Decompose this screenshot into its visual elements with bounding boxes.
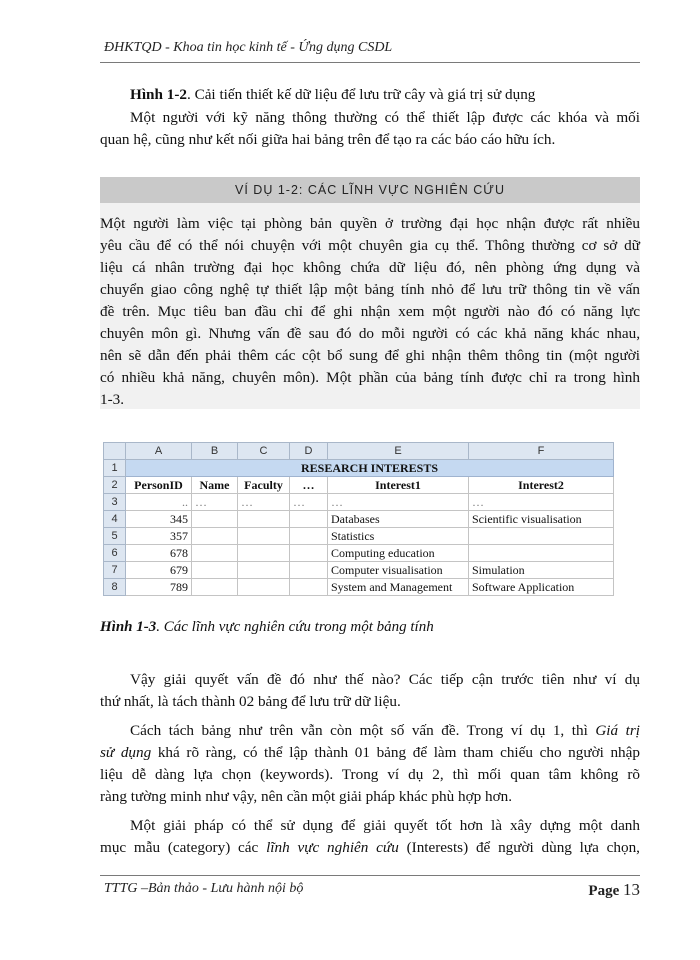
- page-label: Page: [588, 883, 620, 899]
- figure-1-3-label: Hình 1-3: [100, 619, 157, 635]
- table-cell[interactable]: [290, 511, 328, 528]
- table-cell[interactable]: …: [469, 494, 614, 511]
- table-cell[interactable]: [290, 545, 328, 562]
- column-header[interactable]: E: [328, 443, 469, 460]
- column-header-row: [104, 443, 614, 460]
- paragraph-2-line-1: Vậy giải quyết vấn đề đó như thế nào? Các tiếp cận trước tiên như ví dụ: [130, 671, 640, 688]
- research-interests-spreadsheet: [103, 442, 614, 596]
- paragraph-3-text: Cách tách bảng như trên vẫn còn một số vấn đề. Trong ví dụ 1, thì: [130, 722, 596, 739]
- page-number: [540, 880, 640, 900]
- table-header-cell[interactable]: Faculty: [238, 477, 290, 494]
- table-header-cell[interactable]: PersonID: [126, 477, 192, 494]
- table-row: [104, 460, 614, 477]
- example-line-3: liệu cá nhân trường đại học không chứa dữ liệu đó, nên phòng ứng dụng và: [100, 259, 640, 276]
- table-cell[interactable]: …: [238, 494, 290, 511]
- table-cell[interactable]: [192, 528, 238, 545]
- example-line-1: Một người làm việc tại phòng bản quyền ở trường đại học nhận được rất nhiều: [100, 215, 640, 232]
- column-header[interactable]: F: [469, 443, 614, 460]
- table-cell[interactable]: [192, 579, 238, 596]
- table-row: [104, 562, 614, 579]
- table-cell[interactable]: [290, 579, 328, 596]
- table-cell[interactable]: 345: [126, 511, 192, 528]
- table-cell[interactable]: Software Application: [469, 579, 614, 596]
- table-header-cell[interactable]: Interest2: [469, 477, 614, 494]
- example-line-9: 1-3.: [100, 391, 125, 408]
- table-cell[interactable]: [192, 562, 238, 579]
- table-cell[interactable]: [469, 528, 614, 545]
- row-header[interactable]: 4: [104, 511, 126, 528]
- table-row: [104, 511, 614, 528]
- paragraph-3-text: khá rõ ràng, có thể lập thành 01 bảng để làm tham chiếu cho người nhập: [151, 744, 640, 761]
- example-line-5: đề trên. Mục tiêu ban đầu chỉ để ghi nhận xem một người nào đó có năng lực: [100, 303, 640, 320]
- page-header: ĐHKTQD - Khoa tin học kinh tế - Ứng dụng CSDL: [104, 40, 393, 55]
- table-cell[interactable]: [469, 545, 614, 562]
- row-header[interactable]: 5: [104, 528, 126, 545]
- paragraph-4-line-1: Một giải pháp có thể sử dụng để giải quyết tốt hơn là xây dựng một danh: [130, 817, 640, 834]
- paragraph-3-emphasis: sử dụng: [100, 744, 152, 761]
- table-cell[interactable]: Simulation: [469, 562, 614, 579]
- paragraph-3-line-3: liệu dễ dàng lựa chọn (keywords). Trong ví dụ 2, thì mối quan tâm không rõ: [100, 766, 640, 783]
- paragraph-2-line-2: thứ nhất, là tách thành 02 bảng để lưu trữ dữ liệu.: [100, 693, 401, 710]
- example-box-title: VÍ DỤ 1-2: CÁC LĨNH VỰC NGHIÊN CỨU: [100, 177, 640, 203]
- paragraph-4-text: (Interests) để người dùng lựa chọn,: [398, 839, 640, 856]
- example-line-7: nên sẽ dẫn đến phải thêm các cột bổ sung để ghi nhận thêm thông tin (một người: [100, 347, 640, 364]
- footer-divider: [100, 875, 640, 876]
- column-header[interactable]: C: [238, 443, 290, 460]
- table-header-cell[interactable]: Interest1: [328, 477, 469, 494]
- example-line-4: chuyển giao công nghệ tự thiết lập một bảng tính nhỏ để lưu trữ thông tin về vấn: [100, 281, 640, 298]
- select-all-corner[interactable]: [104, 443, 126, 460]
- page-number-value: 13: [623, 880, 640, 899]
- table-cell[interactable]: [238, 511, 290, 528]
- table-cell[interactable]: [192, 511, 238, 528]
- footer-note: TTTG –Bản thảo - Lưu hành nội bộ: [104, 881, 304, 896]
- table-cell[interactable]: 357: [126, 528, 192, 545]
- paragraph-3-line-1: [130, 720, 640, 742]
- paragraph-3-emphasis: Giá trị: [595, 722, 640, 739]
- table-cell[interactable]: Databases: [328, 511, 469, 528]
- table-row: [104, 579, 614, 596]
- example-line-2: yêu cầu để có thể nói chuyện với một chuyên gia cụ thể. Thông thường cơ sở dữ: [100, 237, 640, 254]
- sheet-banner-title[interactable]: RESEARCH INTERESTS: [126, 460, 614, 477]
- table-header-cell[interactable]: …: [290, 477, 328, 494]
- example-box: [100, 177, 640, 409]
- table-cell[interactable]: [238, 562, 290, 579]
- figure-1-3-caption: [100, 617, 640, 637]
- paragraph-4-emphasis: lĩnh vực nghiên cứu: [266, 839, 399, 856]
- table-row: [104, 528, 614, 545]
- table-cell[interactable]: Computer visualisation: [328, 562, 469, 579]
- header-divider: [100, 62, 640, 63]
- table-cell[interactable]: [238, 528, 290, 545]
- row-header[interactable]: 3: [104, 494, 126, 511]
- table-cell[interactable]: 789: [126, 579, 192, 596]
- paragraph-1-line-1: Một người với kỹ năng thông thường có thể thiết lập được các khóa và mối: [130, 109, 640, 126]
- table-header-cell[interactable]: Name: [192, 477, 238, 494]
- table-cell[interactable]: ..: [126, 494, 192, 511]
- table-cell[interactable]: System and Management: [328, 579, 469, 596]
- row-header[interactable]: 1: [104, 460, 126, 477]
- paragraph-3-line-2: [100, 742, 640, 764]
- table-cell[interactable]: Computing education: [328, 545, 469, 562]
- figure-1-3-text: . Các lĩnh vực nghiên cứu trong một bảng tính: [156, 619, 434, 635]
- table-row: [104, 494, 614, 511]
- table-row: [104, 545, 614, 562]
- example-line-8: có nhiều khả năng, chuyên môn). Một phần của bảng tính được chỉ ra trong hình: [100, 369, 640, 386]
- table-cell[interactable]: [290, 562, 328, 579]
- example-line-6: chuyên môn gì. Nhưng vấn đề sau đó do mỗi người có các khả năng khác nhau,: [100, 325, 640, 342]
- table-cell[interactable]: Statistics: [328, 528, 469, 545]
- table-header-row: [104, 477, 614, 494]
- paragraph-4-line-2: [100, 837, 640, 859]
- table-cell[interactable]: [192, 545, 238, 562]
- table-cell[interactable]: [238, 545, 290, 562]
- column-header[interactable]: A: [126, 443, 192, 460]
- paragraph-4-text: mục mẫu (category) các: [100, 839, 267, 856]
- row-header[interactable]: 2: [104, 477, 126, 494]
- table-cell[interactable]: [290, 528, 328, 545]
- table-cell[interactable]: …: [328, 494, 469, 511]
- table-cell[interactable]: 678: [126, 545, 192, 562]
- paragraph-3-line-4: ràng tường minh như vậy, nên cần một giải pháp khác phù hợp hơn.: [100, 788, 513, 805]
- column-header[interactable]: B: [192, 443, 238, 460]
- table-cell[interactable]: …: [192, 494, 238, 511]
- column-header[interactable]: D: [290, 443, 328, 460]
- row-header[interactable]: 7: [104, 562, 126, 579]
- figure-1-2-caption: [130, 84, 640, 106]
- figure-1-2-text: . Cải tiến thiết kế dữ liệu để lưu trữ cây và giá trị sử dụng: [186, 86, 536, 103]
- table-cell[interactable]: …: [290, 494, 328, 511]
- row-header[interactable]: 8: [104, 579, 126, 596]
- figure-1-2-label: Hình 1-2: [130, 86, 187, 103]
- table-cell[interactable]: Scientific visualisation: [469, 511, 614, 528]
- paragraph-1-line-2: quan hệ, cũng như kết nối giữa hai bảng trên để tạo ra các báo cáo hữu ích.: [100, 131, 556, 148]
- table-cell[interactable]: 679: [126, 562, 192, 579]
- row-header[interactable]: 6: [104, 545, 126, 562]
- table-cell[interactable]: [238, 579, 290, 596]
